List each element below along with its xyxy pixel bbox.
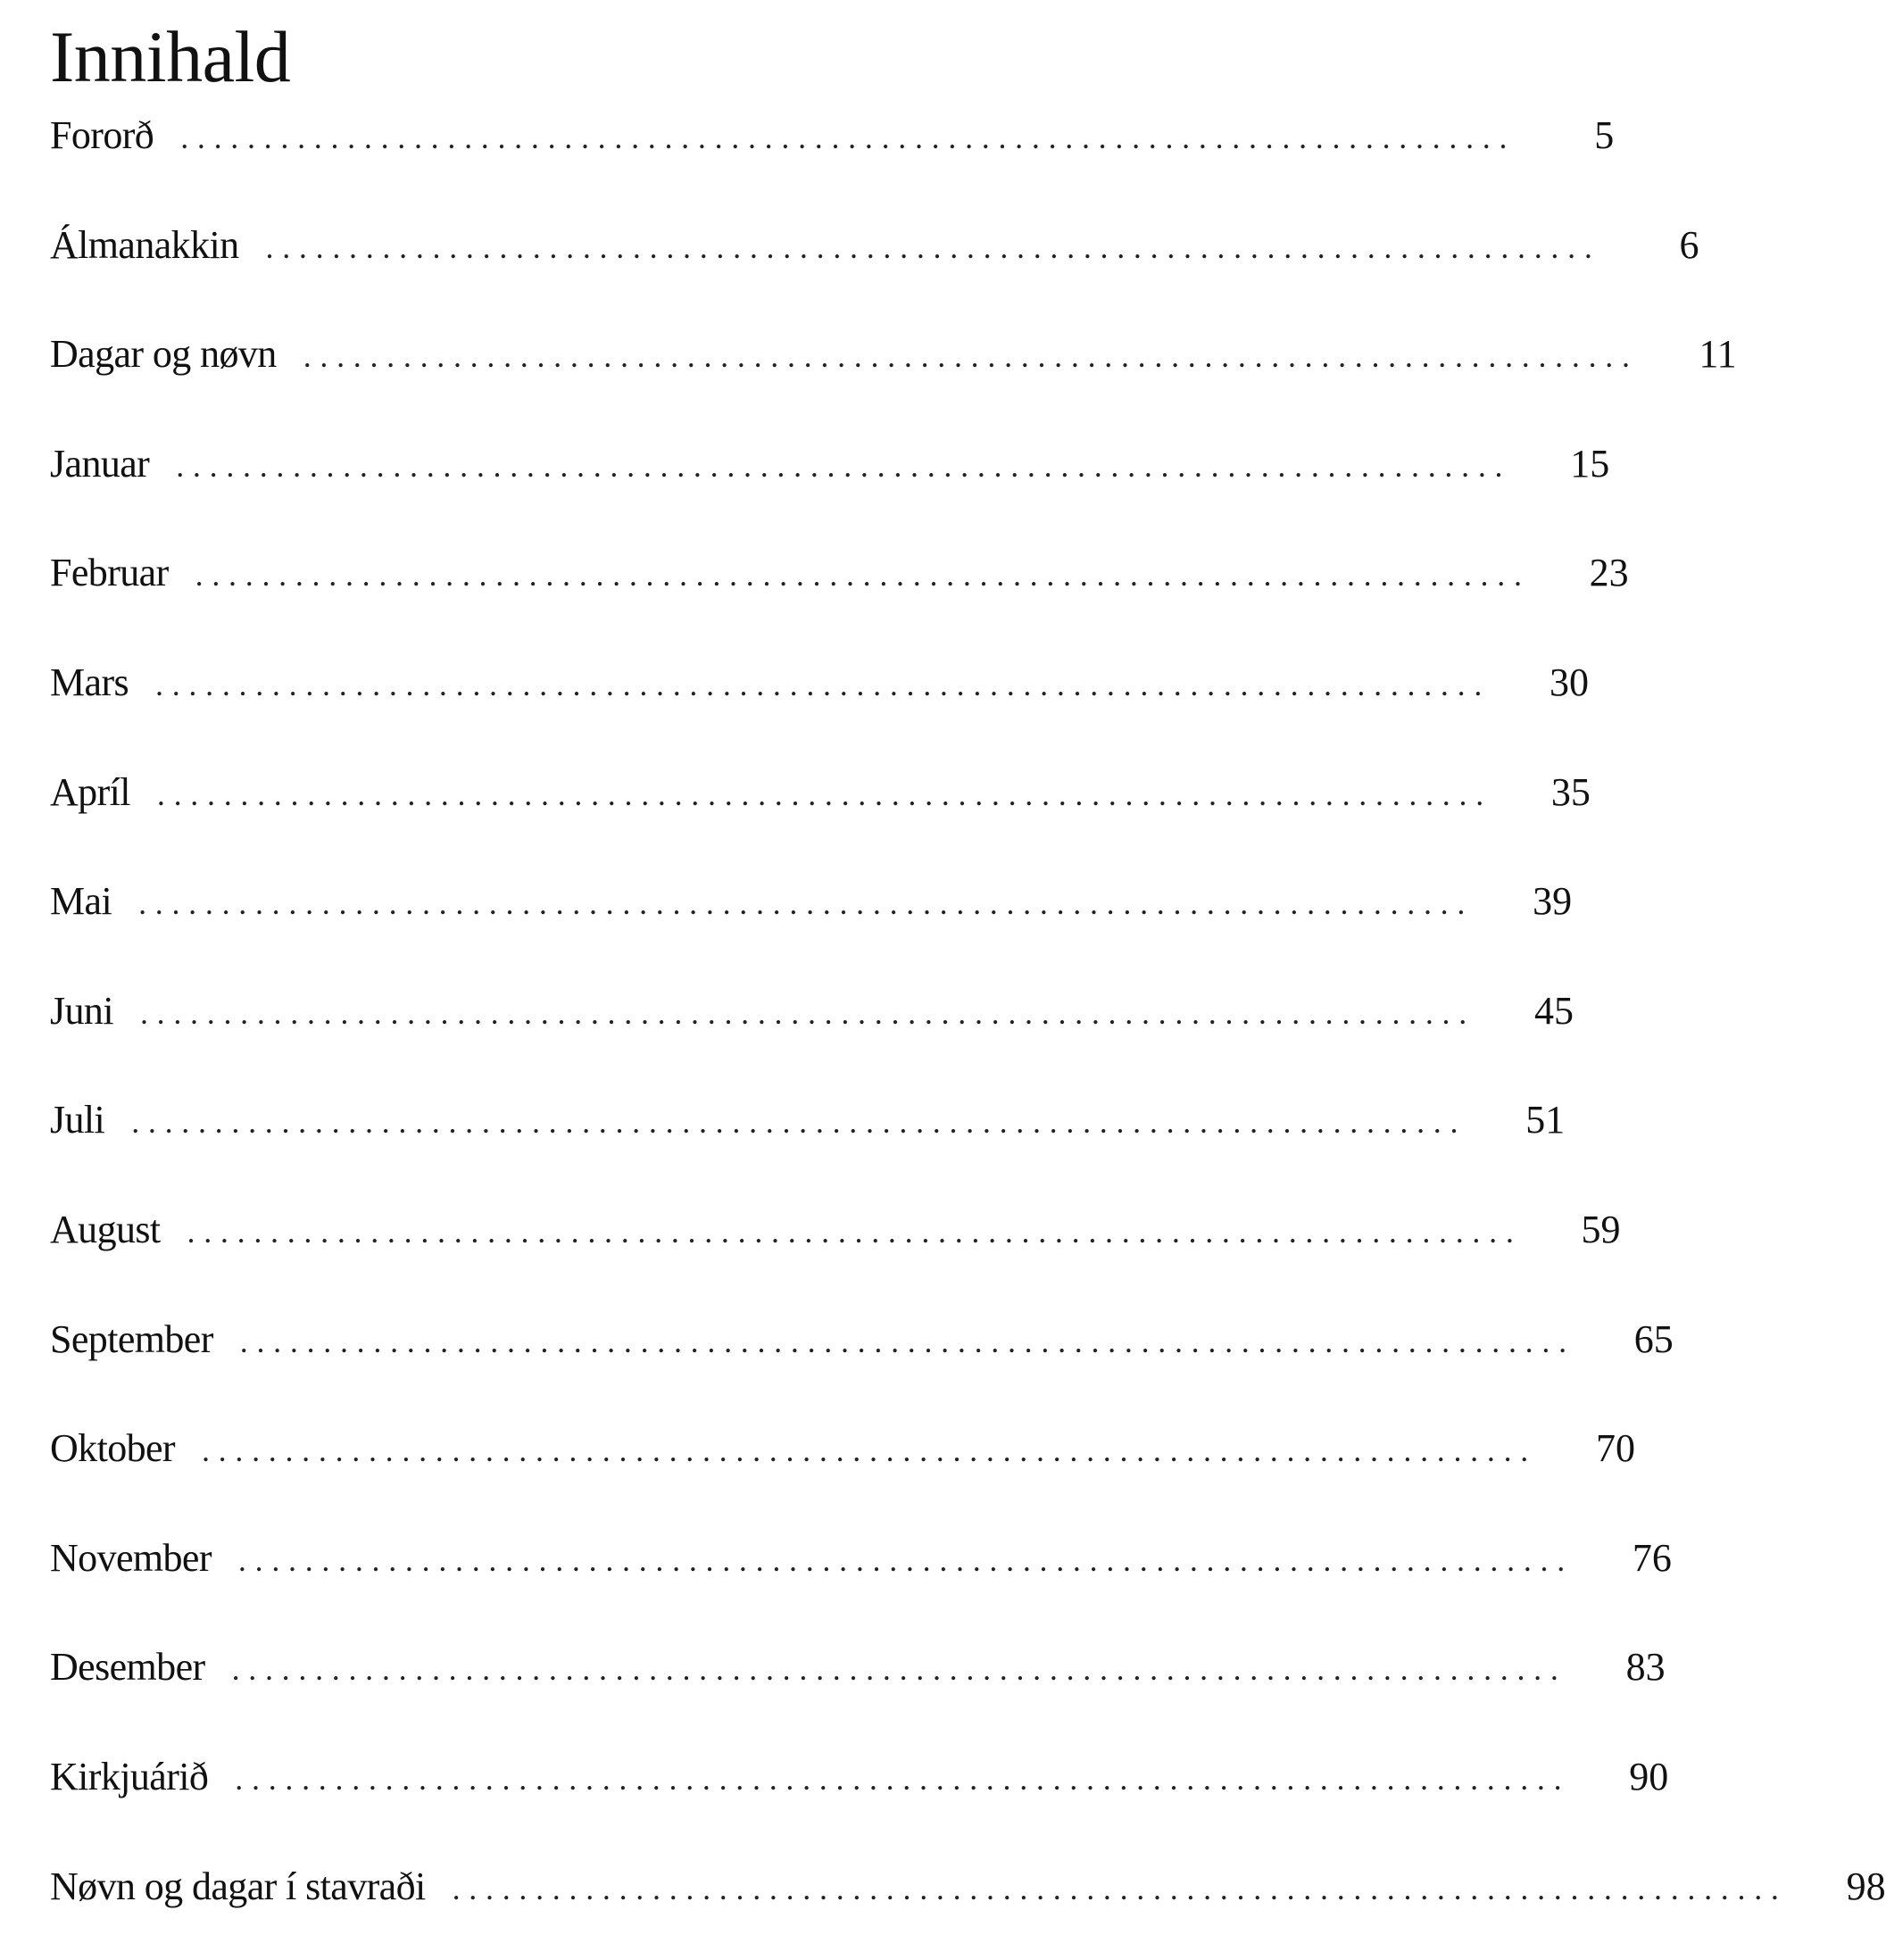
toc-entry-label: Fororð <box>50 100 154 171</box>
toc-page-number: 30 <box>1535 647 1589 718</box>
toc-entry-label: Desember <box>50 1632 205 1703</box>
toc-entry <box>50 100 1137 210</box>
toc-page-number: 23 <box>1575 537 1629 609</box>
toc-dot-leader: ................................................................................ <box>235 1743 1570 1815</box>
toc-page-number: 45 <box>1520 976 1574 1047</box>
page-title: Innihald <box>50 12 290 102</box>
toc-entry-label: Kirkjuárið <box>50 1741 208 1813</box>
toc-entry-label: Mars <box>50 647 129 718</box>
toc-page-number: 39 <box>1518 866 1572 937</box>
toc-entry-label: Januar <box>50 428 149 500</box>
toc-entry-label: Juni <box>50 976 113 1047</box>
toc-entry <box>50 1194 1137 1304</box>
toc-entry <box>50 1084 1137 1194</box>
toc-entry <box>50 1741 1137 1851</box>
toc-entry <box>50 428 1137 538</box>
toc-page-number: 6 <box>1646 210 1699 281</box>
toc-entry <box>50 210 1137 320</box>
toc-dot-leader: ................................................................................ <box>180 102 1516 173</box>
toc-entry-label: Oktober <box>50 1413 175 1484</box>
toc-page-number: 98 <box>1832 1851 1886 1923</box>
toc-dot-leader: ................................................................................ <box>240 1306 1575 1377</box>
toc-entry-label: Mai <box>50 866 112 937</box>
toc-entry <box>50 319 1137 428</box>
toc-entry <box>50 757 1137 867</box>
toc-dot-leader: ................................................................................ <box>232 1633 1567 1705</box>
toc-page-number: 70 <box>1582 1413 1635 1484</box>
toc-entry <box>50 537 1137 647</box>
toc-dot-leader: ................................................................................ <box>266 212 1601 283</box>
toc-entry-label: Nøvn og dagar í stavraði <box>50 1851 426 1923</box>
toc-dot-leader: ................................................................................ <box>187 1196 1523 1267</box>
toc-page-number: 15 <box>1556 428 1609 500</box>
toc-dot-leader: ................................................................................ <box>155 649 1491 720</box>
toc-dot-leader: ................................................................................ <box>195 539 1531 610</box>
toc-entry-label: August <box>50 1194 161 1266</box>
toc-page-number: 65 <box>1620 1304 1674 1375</box>
toc-dot-leader: ................................................................................ <box>303 320 1639 392</box>
toc-dot-leader: ................................................................................ <box>238 1524 1574 1596</box>
toc-dot-leader: ................................................................................ <box>453 1853 1788 1924</box>
toc-page-number: 51 <box>1511 1084 1565 1156</box>
toc-entry-label: Juli <box>50 1084 104 1156</box>
toc-entry <box>50 976 1137 1085</box>
table-of-contents <box>50 100 1137 1960</box>
toc-page-number: 59 <box>1567 1194 1621 1266</box>
toc-entry <box>50 1632 1137 1741</box>
toc-entry <box>50 1413 1137 1523</box>
toc-page-number: 11 <box>1683 319 1737 390</box>
toc-entry-label: September <box>50 1304 213 1375</box>
toc-entry <box>50 1304 1137 1414</box>
toc-entry-label: Álmanakkin <box>50 210 239 281</box>
toc-entry-label: Dagar og nøvn <box>50 319 277 390</box>
toc-entry <box>50 1851 1137 1960</box>
toc-dot-leader: ................................................................................ <box>140 977 1475 1049</box>
toc-page-number: 5 <box>1560 100 1614 171</box>
toc-page-number: 90 <box>1615 1741 1668 1813</box>
toc-entry <box>50 647 1137 757</box>
toc-page-number: 76 <box>1618 1523 1672 1594</box>
toc-entry-label: Apríl <box>50 757 130 828</box>
toc-dot-leader: ................................................................................ <box>157 759 1492 830</box>
toc-entry-label: Februar <box>50 537 169 609</box>
toc-dot-leader: ................................................................................ <box>176 430 1511 502</box>
toc-entry <box>50 1523 1137 1632</box>
toc-entry-label: November <box>50 1523 212 1594</box>
toc-page-number: 83 <box>1612 1632 1666 1703</box>
toc-dot-leader: ................................................................................ <box>138 868 1474 939</box>
toc-entry <box>50 866 1137 976</box>
toc-page-number: 35 <box>1537 757 1591 828</box>
toc-dot-leader: ................................................................................ <box>131 1086 1466 1158</box>
toc-dot-leader: ................................................................................ <box>202 1415 1537 1486</box>
